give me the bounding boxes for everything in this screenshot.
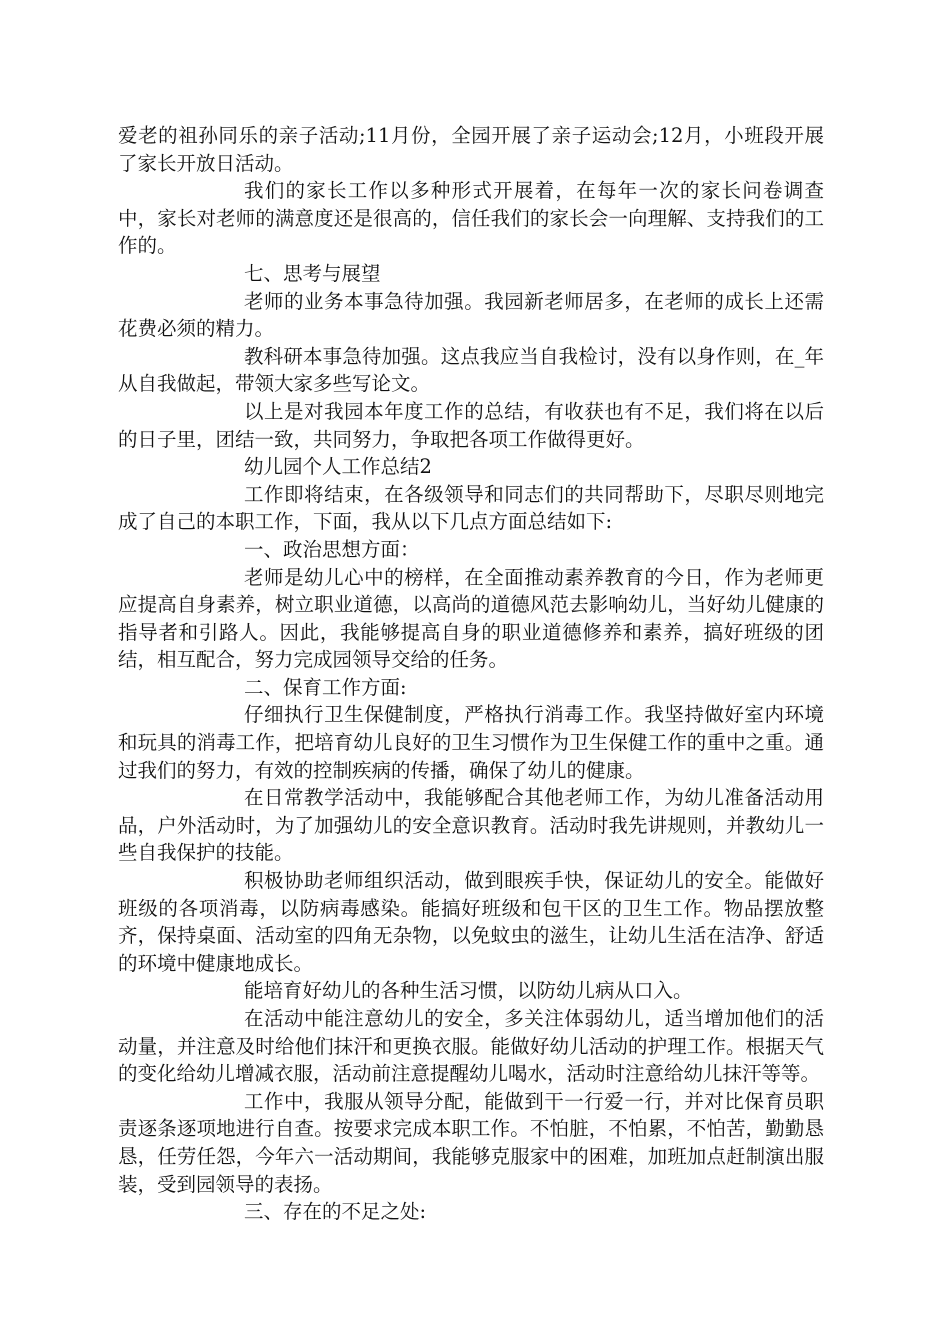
document-body (118, 122, 824, 1226)
paragraph-teacher-skills: 老师的业务本事急待加强。我园新老师居多，在老师的成长上还需花费必须的精力。 (118, 289, 824, 341)
heading-political-thought: 一、政治思想方面： (244, 537, 420, 561)
paragraph-research-skills: 教科研本事急待加强。这点我应当自我检讨，没有以身作则，在_年从自我做起，带领大家多些写论文。 (118, 344, 824, 396)
paragraph-summary: 以上是对我园本年度工作的总结，有收获也有不足，我们将在以后的日子里，团结一致，共同努力，争取把各项工作做得更好。 (118, 399, 824, 451)
heading-childcare-work: 二、保育工作方面: (244, 675, 407, 699)
paragraph-safety: 在活动中能注意幼儿的安全，多关注体弱幼儿，适当增加他们的活动量，并注意及时给他们抹汗和更换衣服。能做好幼儿活动的护理工作。根据天气的变化给幼儿增减衣服，活动前注意提醒幼儿喝水，活动时注意给幼儿抹汗等等。 (118, 1007, 824, 1086)
heading-shortcomings: 三、存在的不足之处: (244, 1200, 427, 1224)
paragraph-intro: 工作即将结束，在各级领导和同志们的共同帮助下，尽职尽则地完成了自己的本职工作，下面，我从以下几点方面总结如下: (118, 482, 824, 534)
paragraph-habits: 能培育好幼儿的各种生活习惯，以防幼儿病从口入。 (244, 979, 693, 1003)
paragraph-assist-activities: 积极协助老师组织活动，做到眼疾手快，保证幼儿的安全。能做好班级的各项消毒，以防病毒感染。能搞好班级和包干区的卫生工作。物品摆放整齐，保持桌面、活动室的四角无杂物，以免蚊虫的滋生，让幼儿生活在洁净、舒适的环境中健康地成长。 (118, 869, 824, 975)
paragraph-continuation: 爱老的祖孙同乐的亲子活动;11月份，全园开展了亲子运动会;12月，小班段开展了家长开放日活动。 (118, 124, 824, 175)
paragraph-role-model: 老师是幼儿心中的榜样，在全面推动素养教育的今日，作为老师更应提高自身素养，树立职业道德，以高尚的道德风范去影响幼儿，当好幼儿健康的指导者和引路人。因此，我能够提高自身的职业道德修养和素养，搞好班级的团结，相互配合，努力完成园领导交给的任务。 (118, 565, 824, 672)
heading-summary-2: 幼儿园个人工作总结2 (244, 455, 432, 479)
heading-reflection-outlook: 七、思考与展望 (244, 261, 381, 285)
paragraph-daily-teaching: 在日常教学活动中，我能够配合其他老师工作，为幼儿准备活动用品，户外活动时，为了加强幼儿的安全意识教育。活动时我先讲规则，并教幼儿一些自我保护的技能。 (118, 786, 824, 865)
paragraph-work-attitude: 工作中，我服从领导分配，能做到干一行爱一行，并对比保育员职责逐条逐项地进行自查。按要求完成本职工作。不怕脏，不怕累，不怕苦，勤勤恳恳，任劳任怨，今年六一活动期间，我能够克服家中的困难，加班加点赶制演出服装，受到园领导的表扬。 (118, 1089, 824, 1196)
paragraph-hygiene: 仔细执行卫生保健制度，严格执行消毒工作。我坚持做好室内环境和玩具的消毒工作，把培育幼儿良好的卫生习惯作为卫生保健工作的重中之重。通过我们的努力，有效的控制疾病的传播，确保了幼儿的健康。 (118, 703, 824, 782)
paragraph-parent-work: 我们的家长工作以多种形式开展着，在每年一次的家长问卷调查中，家长对老师的满意度还是很高的，信任我们的家长会一向理解、支持我们的工作的。 (118, 179, 824, 258)
